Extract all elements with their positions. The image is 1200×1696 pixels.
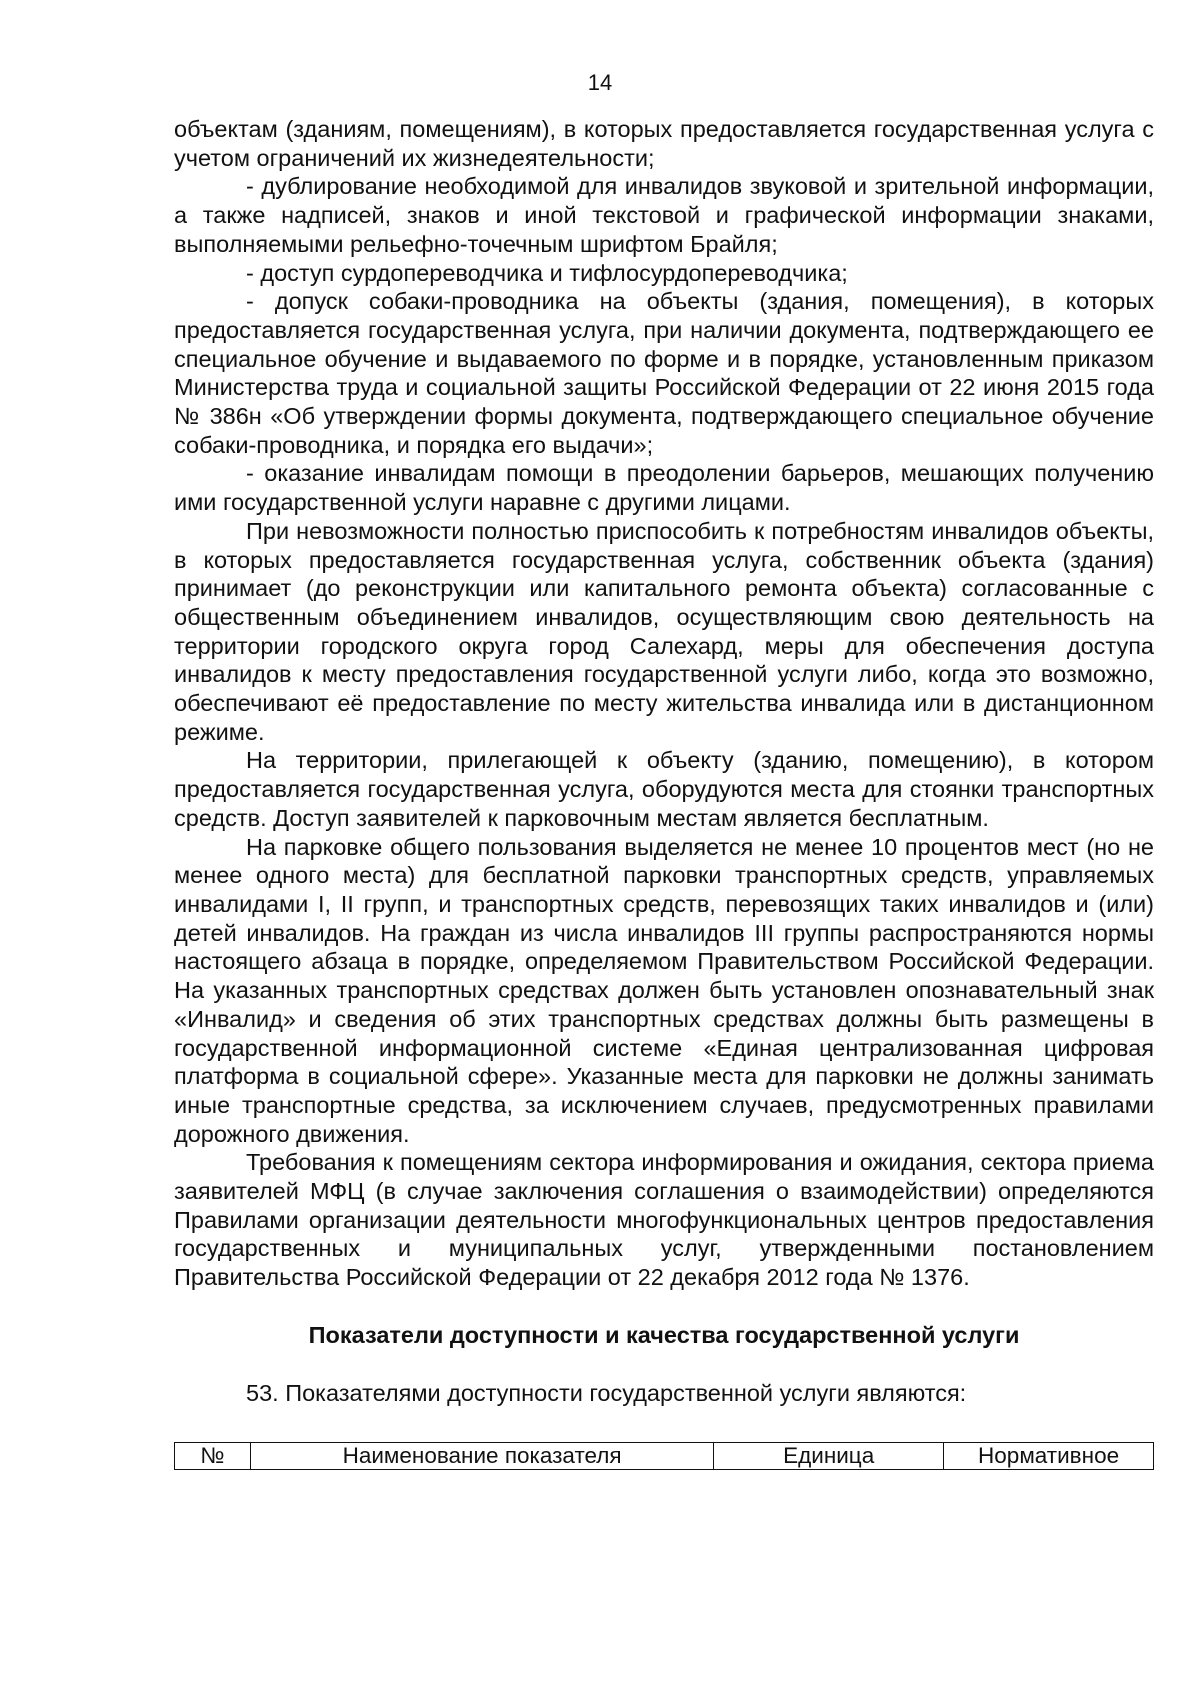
header-indicator-name: Наименование показателя xyxy=(251,1442,714,1469)
section-intro: 53. Показателями доступности государственной услуги являются: xyxy=(246,1379,967,1406)
header-number: № xyxy=(175,1442,251,1469)
header-unit: Единица xyxy=(714,1442,944,1469)
paragraph-mfc-requirements: Требования к помещениям сектора информирования и ожидания, сектора приема заявителей МФЦ (в случае заключения соглашения о взаимодействии) определяются Правилами организации деятельности многофункциональных центров предоставления государственных и муниципальных услуг, утвержденными постановлением Правительства Российской Федерации от 22 декабря 2012 года № 1376. xyxy=(174,1149,1154,1291)
paragraph-braille-duplication: - дублирование необходимой для инвалидов звуковой и зрительной информации, а также надписей, знаков и иной текстовой и графической информации знаками, выполняемыми рельефно-точечным шрифтом Брайля; xyxy=(174,173,1154,257)
paragraph-barrier-assistance: - оказание инвалидам помощи в преодолении барьеров, мешающих получению ими государственной услуги наравне с другими лицами. xyxy=(174,460,1154,516)
paragraph-parking-territory: На территории, прилегающей к объекту (зданию, помещению), в котором предоставляется государственная услуга, оборудуются места для стоянки транспортных средств. Доступ заявителей к парковочным местам является бесплатным. xyxy=(174,747,1154,831)
indicators-table xyxy=(174,1442,1154,1470)
paragraph-parking-quota: На парковке общего пользования выделяется не менее 10 процентов мест (но не менее одного места) для бесплатной парковки транспортных средств, управляемых инвалидами I, II групп, и транспортных средств, перевозящих таких инвалидов и (или) детей инвалидов. На граждан из числа инвалидов III группы распространяются нормы настоящего абзаца в порядке, определяемом Правительством Российской Федерации. На указанных транспортных средствах должен быть установлен опознавательный знак «Инвалид» и сведения об этих транспортных средствах должны быть размещены в государственной информационной системе «Единая централизованная цифровая платформа в социальной сфере». Указанные места для парковки не должны занимать иные транспортные средства, за исключением случаев, предусмотренных правилами дорожного движения. xyxy=(174,833,1154,1147)
paragraph-accessible-objects-cont: объектам (зданиям, помещениям), в которых предоставляется государственная услуга с учетом ограничений их жизнедеятельности; xyxy=(174,116,1154,171)
table-header-row xyxy=(175,1442,1154,1469)
section-heading: Показатели доступности и качества государственной услуги xyxy=(308,1321,1020,1348)
header-normative: Нормативное xyxy=(944,1442,1154,1469)
paragraph-guide-dog: - допуск собаки-проводника на объекты (здания, помещения), в которых предоставляется государственная услуга, при наличии документа, подтверждающего ее специальное обучение и выдаваемого по форме и в порядке, установленным приказом Министерства труда и социальной защиты Российской Федерации от 22 июня 2015 года № 386н «Об утверждении формы документа, подтверждающего специальное обучение собаки-проводника, и порядка его выдачи»; xyxy=(174,288,1154,458)
paragraph-sign-interpreter: - доступ сурдопереводчика и тифлосурдопереводчика; xyxy=(246,259,848,286)
page-number: 14 xyxy=(587,70,613,95)
paragraph-owner-measures: При невозможности полностью приспособить к потребностям инвалидов объекты, в которых предоставляется государственная услуга, собственник объекта (здания) принимает (до реконструкции или капитального ремонта объекта) согласованные с общественным объединением инвалидов, осуществляющим свою деятельность на территории городского округа город Салехард, меры для обеспечения доступа инвалидов к месту предоставления государственной услуги либо, когда это возможно, обеспечивают её предоставление по месту жительства инвалида или в дистанционном режиме. xyxy=(174,517,1154,745)
document-body xyxy=(174,115,1154,1470)
